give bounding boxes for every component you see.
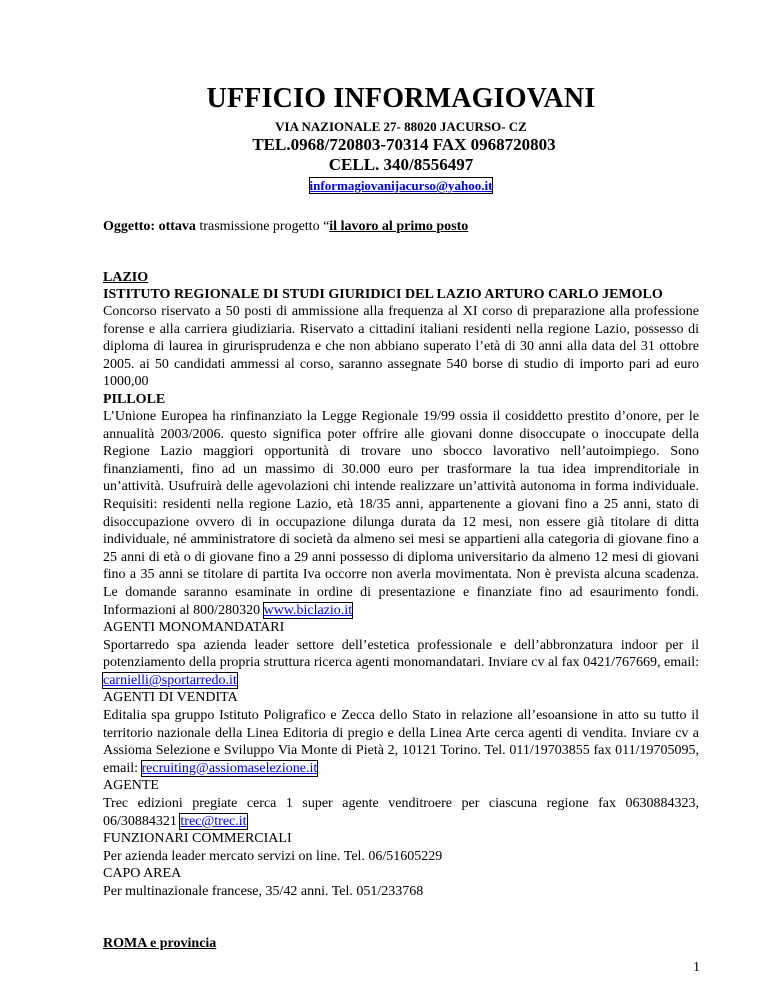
institute-heading: ISTITUTO REGIONALE DI STUDI GIURIDICI DEL LAZIO ARTURO CARLO JEMOLO xyxy=(103,287,663,302)
agenti-mono-text: Sportarredo spa azienda leader settore dell’estetica professionale e dell’abbronzatura indoor per il potenziamento della propria struttura ricerca agenti monomandatari. Inviare cv al fax 0421/767669, email: xyxy=(103,637,699,671)
agenti-vendita-paragraph xyxy=(103,707,699,777)
agenti-vendita-heading: AGENTI DI VENDITA xyxy=(103,690,238,706)
trec-email-link[interactable]: trec@trec.it xyxy=(180,813,247,829)
pillole-text: L’Unione Europea ha rinfinanziato la Legge Regionale 19/99 ossia il cosiddetto prestito d’onore, per le annualità 2003/2006. questo significa poter offrire alle giovani donne disoccupate o inoccupate della Regione Lazio maggiori opportunità di trovare uno sbocco lavorativo nell’autoimpiego. Sono finanziamenti, fino ad un massimo di 30.000 euro per trasformare la tua idea imprenditoriale in un’attività. Usufruirà delle agevolazioni chi intende realizzare un’attività autonoma in forma individuale. Requisiti: residenti nella regione Lazio, età 18/35 anni, appartenente a giovani fino a 25 anni, stato di disoccupazione ovvero di in occupazione dilunga durata da 12 mesi, non essere già titolare di ditta individuale, né amministratore di società da almeno sei mesi se appartieni alla categoria di giovane fino a 25 anni di età o di giovane fino a 29 anni possesso di diploma universitario da almeno 12 mesi di giovani fino a 35 anni se titolare di partita Iva occorre non averla movimentata. Non è prevista alcuna scadenza. Le domande saranno esaminate in ordine di presentazione e finanziate fino ad esaurimento fondi. Informazioni al 800/280320 xyxy=(103,408,699,618)
capo-area-text: Per multinazionale francese, 35/42 anni. Tel. 051/233768 xyxy=(103,884,424,899)
capo-area-heading: CAPO AREA xyxy=(103,866,182,882)
page-number: 1 xyxy=(693,960,700,975)
section-roma xyxy=(103,935,699,952)
biclazio-link[interactable]: www.biclazio.it xyxy=(263,602,353,618)
pillole-heading: PILLOLE xyxy=(103,391,166,407)
lazio-heading: LAZIO xyxy=(103,270,149,285)
office-phone: TEL.0968/720803-70314 FAX 0968720803 xyxy=(252,135,556,154)
funzionari-heading: FUNZIONARI COMMERCIALI xyxy=(103,831,292,847)
institute-text: Concorso riservato a 50 posti di ammissione alla frequenza al XI corso di preparazione alla professione forense e alla carriera giudiziaria. Riservato a cittadini italiani residenti nella regione Lazio, possesso di diploma di laurea in girurisprudenza e che non abbiano superato l’età di 30 anni alla data del 31 ottobre 2005. ai 50 candidati ammessi al corso, saranno assegnate 540 borse di studio di importo pari ad euro 1000,00 xyxy=(103,304,699,390)
office-email-line xyxy=(103,177,699,194)
subject-label: Oggetto: ottava xyxy=(103,219,196,234)
sportarredo-email-link[interactable]: carnielli@sportarredo.it xyxy=(103,672,237,688)
agente-heading: AGENTE xyxy=(103,778,159,794)
office-cell: CELL. 340/8556497 xyxy=(328,155,474,174)
agente-text: Trec edizioni pregiate cerca 1 super agente venditroere per ciascuna regione fax 0630884323, 06/30884321 xyxy=(103,796,699,829)
agente-paragraph xyxy=(103,795,699,830)
section-lazio xyxy=(103,269,699,901)
assioma-email-link[interactable]: recruiting@assiomaselezione.it xyxy=(141,760,318,776)
agenti-vendita-text: Editalia spa gruppo Istituto Poligrafico e Zecca dello Stato in relazione all’esoansione in atto su tutto il territorio nazionale della Linea Editoria di pregio e della Linea Arte cerca agenti di vendita. Inviare cv a Assioma Selezione e Sviluppo Via Monte di Pietà 2, 10121 Torino. Tel. 011/19703855 fax 011/19705095, email: xyxy=(103,708,699,776)
agenti-mono-heading: AGENTI MONOMANDATARI xyxy=(103,620,285,636)
subject-text: trasmissione progetto “ xyxy=(195,219,330,234)
agenti-mono-paragraph xyxy=(103,637,699,690)
office-email-link[interactable]: informagiovanijacurso@yahoo.it xyxy=(309,178,493,193)
letterhead xyxy=(103,82,699,194)
subject-line xyxy=(103,218,699,235)
roma-heading: ROMA e provincia xyxy=(103,935,217,951)
document-page xyxy=(103,80,699,952)
subject-project: il lavoro al primo posto xyxy=(329,219,469,234)
funzionari-text: Per azienda leader mercato servizi on line. Tel. 06/51605229 xyxy=(103,848,443,864)
office-address: VIA NAZIONALE 27- 88020 JACURSO- CZ xyxy=(275,119,527,134)
office-title: UFFICIO INFORMAGIOVANI xyxy=(206,83,596,114)
pillole-paragraph xyxy=(103,408,699,619)
